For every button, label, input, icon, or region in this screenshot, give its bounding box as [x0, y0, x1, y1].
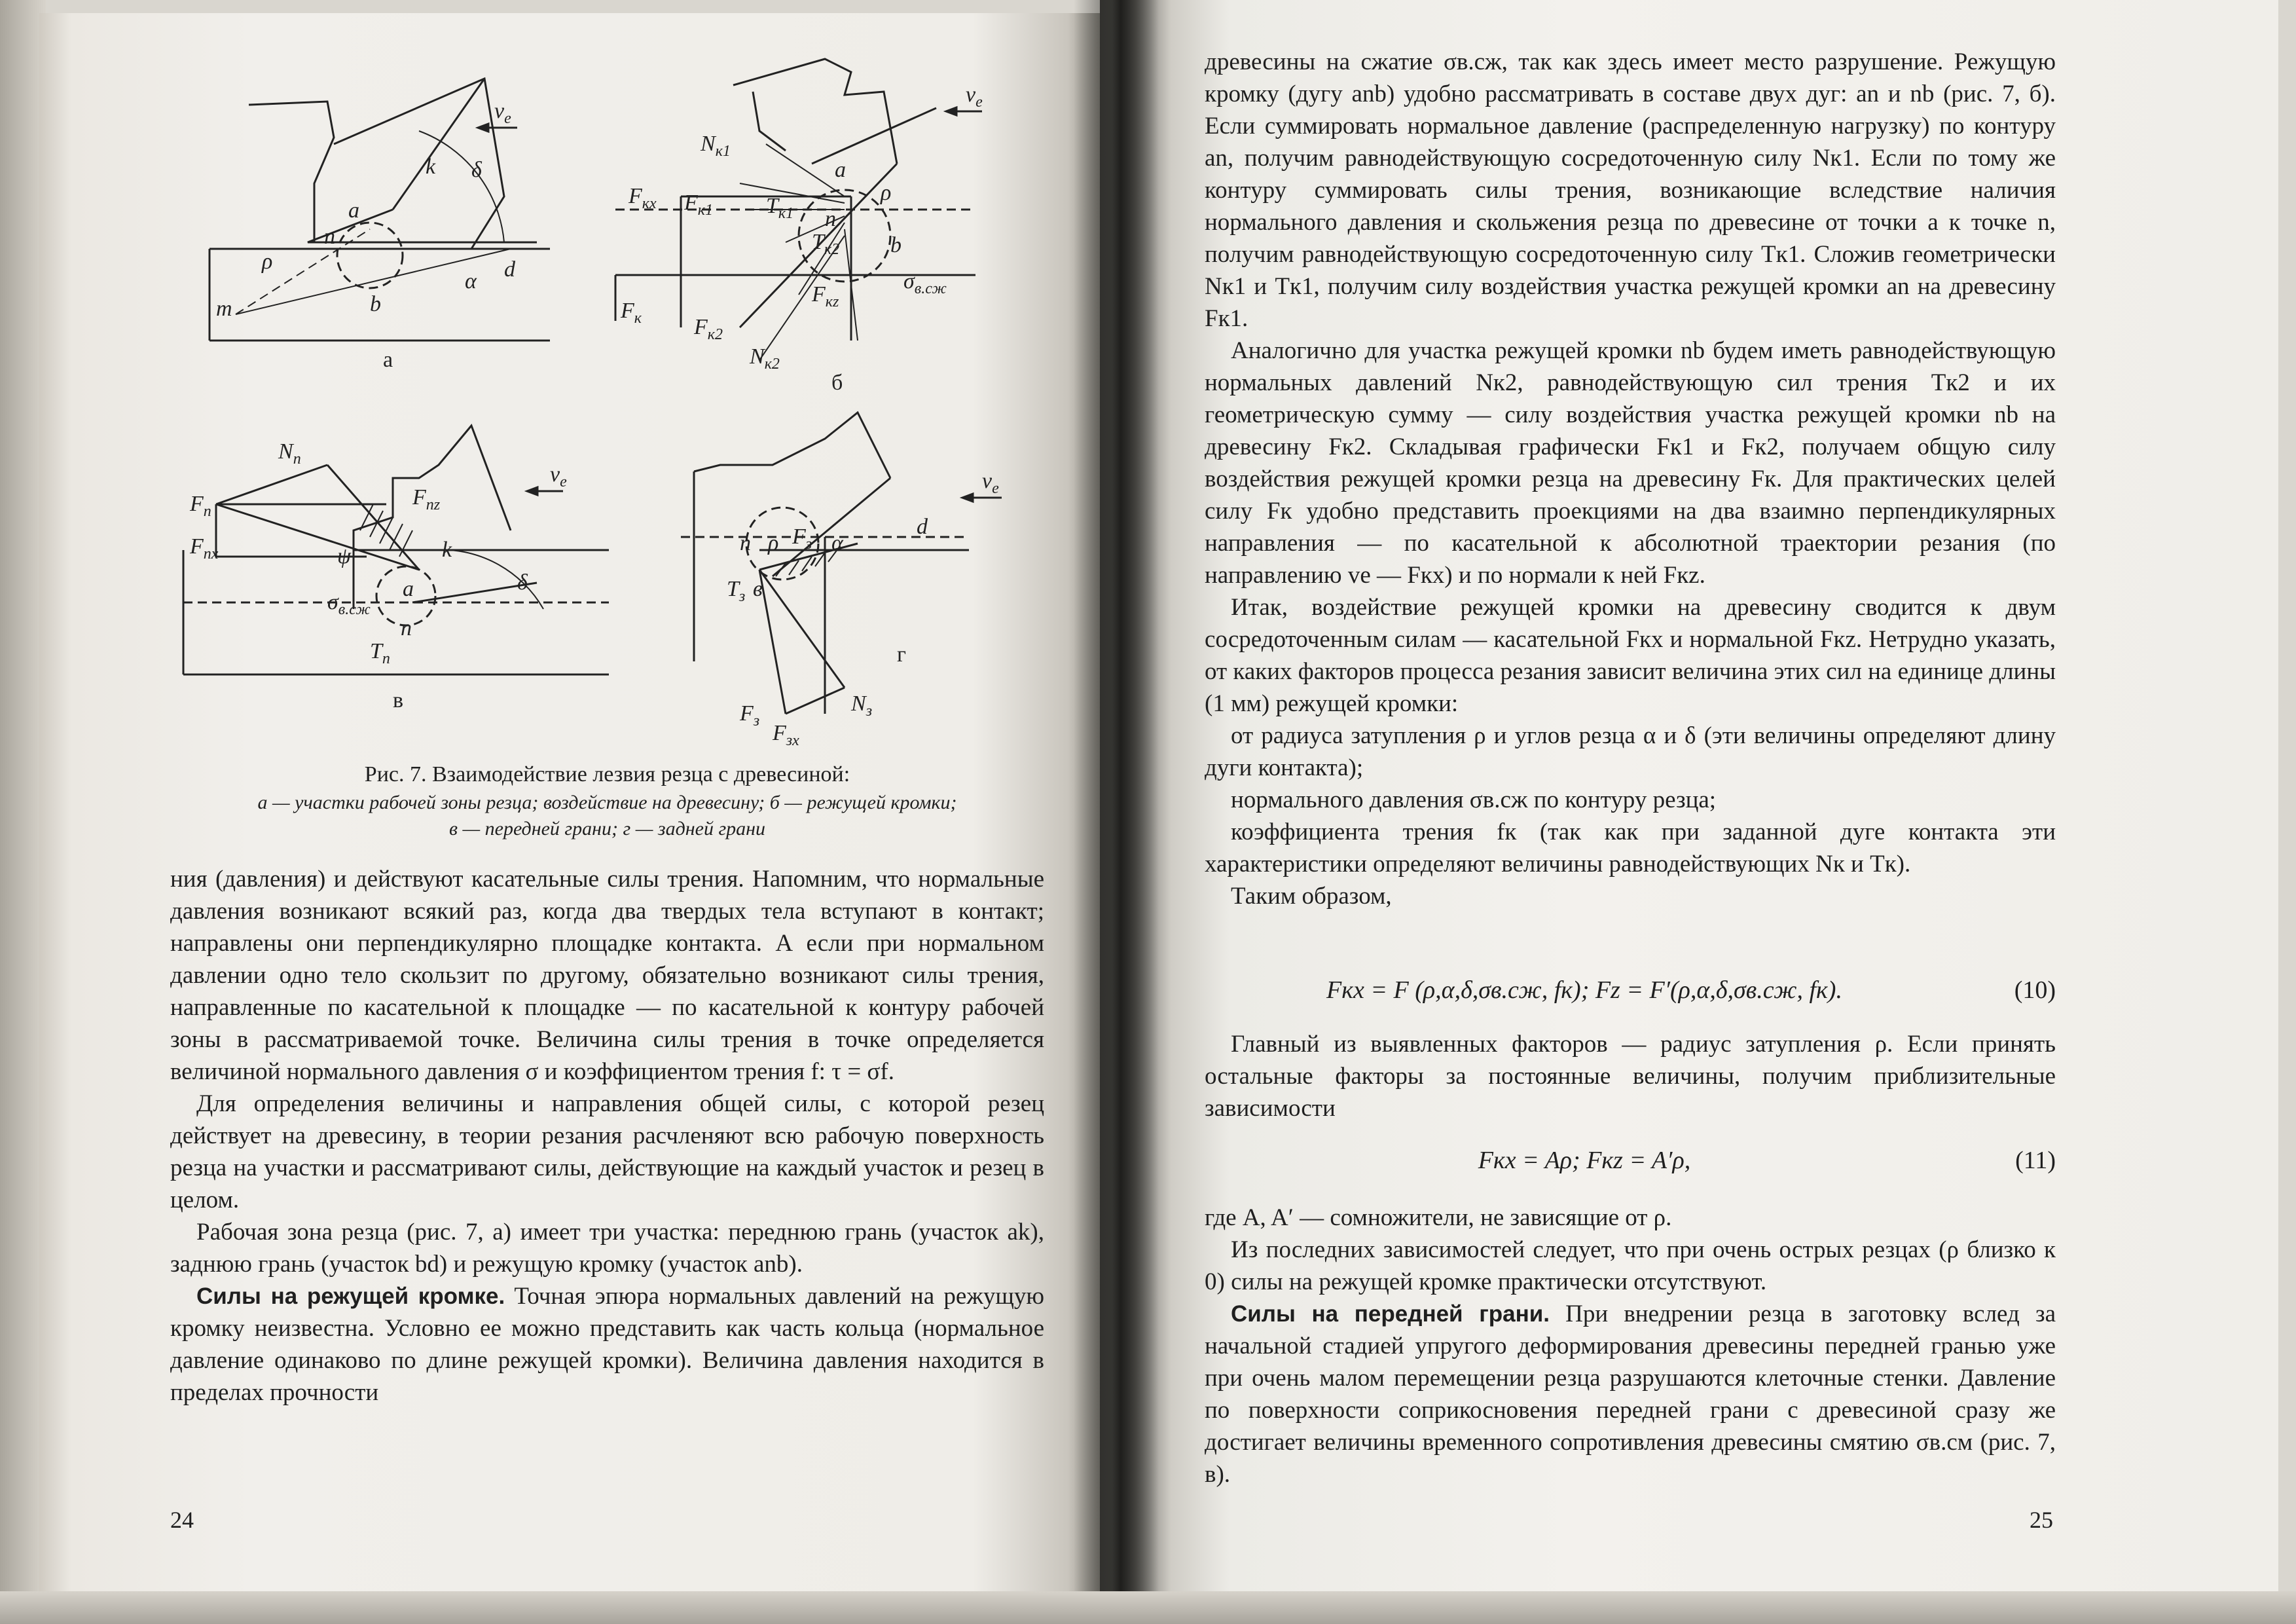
label-fk1: $F_{к1}$ — [684, 191, 714, 219]
label-fpz: $F_{пz}$ — [412, 485, 441, 513]
figure-panel-d — [681, 413, 1002, 749]
label-fpx: $F_{пx}$ — [190, 534, 219, 563]
label-subscript: п — [293, 451, 301, 468]
label-k: k — [426, 155, 436, 179]
label-sigma-c: $\sigma_{в.сж}$ — [327, 590, 371, 618]
section-heading: Силы на режущей кромке. — [196, 1283, 505, 1309]
label-subscript: в.сж — [914, 280, 947, 297]
label-ve: $v_e$ — [494, 99, 511, 127]
label-subscript: к2 — [707, 326, 723, 343]
label-rho-d: ρ — [768, 531, 779, 555]
label-n3: $N_з$ — [851, 692, 873, 720]
label-subscript: в.сж — [338, 601, 371, 618]
label-n: n — [324, 225, 335, 249]
paragraph-text: Точная эпюра нормальных давлений на режущую кромку неизвестна. Условно ее можно представить как часть кольца (нормальное давление одинаково по длине режущей кромки). Величина давления находится в пределах прочности — [170, 1283, 1044, 1406]
label-np: $N_п$ — [278, 439, 301, 468]
page-number-right: 25 — [2030, 1507, 2053, 1533]
paragraph: Итак, воздействие режущей кромки на древесину сводится к двум сосредоточенным силам — касательной Fкx и нормальной Fкz. Нетрудно указать, от каких факторов процесса резания зависит величина этих сил на единице длины (1 мм) режущей кромки: — [1205, 594, 2056, 717]
label-delta: δ — [471, 158, 482, 182]
label-subscript: к1 — [697, 202, 714, 219]
paragraph — [170, 1280, 1044, 1409]
right-page-text-top — [1205, 46, 2056, 912]
figure-panel-a — [210, 79, 550, 372]
formula-11-number: (11) — [2015, 1147, 2056, 1174]
paragraph: Таким образом, — [1231, 883, 1392, 910]
section-heading: Силы на передней грани. — [1231, 1301, 1550, 1327]
paragraph — [1205, 1298, 2056, 1490]
label-subscript: п — [203, 503, 211, 520]
paragraph: Главный из выявленных факторов — радиус затупления ρ. Если принять остальные факторы за постоянные величины, получим приблизительные зависимости — [1205, 1031, 2056, 1122]
label-subscript: п — [382, 650, 390, 667]
label-nk2: $N_{к2}$ — [750, 344, 780, 373]
figure-7-diagrams — [190, 33, 1048, 749]
paragraph: Аналогично для участка режущей кромки nb будем иметь равнодействующую нормальных давлений Nк2, равнодействующую сил трения Tк2 и их геометрическую сумму — силу воздействия участка режущей кромки nb на древесину Fк2. Складывая графически Fк1 и Fк2, получаем общую силу воздействия режущей кромки резца на древесину Fк. Для практических целей силу Fк удобно представить проекциями на два взаимно перпендикулярных направления — по касательной к абсолютной траектории резания (по направлению ve — Fкx) и по нормали к ней Fкz. — [1205, 337, 2056, 589]
label-t3: $T_з$ — [727, 577, 746, 605]
label-subscript: к2 — [824, 241, 840, 258]
right-page-text-bottom — [1205, 1202, 2056, 1490]
paragraph: ния (давления) и действуют касательные силы трения. Напомним, что нормальные давления возникают всякий раз, когда два твердых тела вступают в контакт; направлены они перпендикулярно площадке контакта. А если при нормальном давлении одно тело скользит по другому, обязательно возникают силы трения, направленные по касательной к площадке — по касательной к контуру рабочей зоны в рассматриваемой точке. Величина силы трения в точке определяется величиной нормального давления σ и коэффициентом трения f: τ = σf. — [170, 866, 1044, 1085]
paragraph: Рабочая зона резца (рис. 7, а) имеет три участка: переднюю грань (участок ak), заднюю грань (участок bd) и режущую кромку (участок anb). — [170, 1219, 1044, 1278]
label-k-c: k — [442, 538, 452, 562]
formula-10-expression: Fкx = F (ρ,α,δ,σв.сж, fк); Fz = F′(ρ,α,δ,σв.сж, fк). — [1326, 976, 1842, 1004]
label-subscript: e — [560, 473, 567, 490]
label-a-b: a — [835, 158, 846, 182]
panel-label-a: а — [383, 348, 393, 372]
paragraph: коэффициента трения fк (так как при заданной дуге контакта эти характеристики определяют величины равнодействующих Nк и Tк). — [1205, 819, 2056, 877]
formula-10-number: (10) — [2014, 976, 2056, 1004]
label-d: d — [504, 257, 515, 282]
paragraph: Для определения величины и направления общей силы, с которой резец действует на древесину, в теории резания расчленяют всю рабочую поверхность резца на участки и рассматривают силы, действующие на каждый участок и резец в целом. — [170, 1090, 1044, 1213]
label-tk1: $T_{к1}$ — [766, 194, 794, 222]
label-subscript: к2 — [764, 356, 780, 373]
label-a: a — [348, 198, 359, 223]
label-fk2: $F_{к2}$ — [694, 315, 723, 343]
caption-title: Рис. 7. Взаимодействие лезвия резца с древесиной: — [364, 762, 850, 786]
formula-11-expression: Fкx = Aρ; Fкz = A′ρ, — [1478, 1147, 1691, 1174]
paragraph: от радиуса затупления ρ и углов резца α и δ (эти величины определяют длину дуги контакта); — [1205, 722, 2056, 781]
paragraph: Из последних зависимостей следует, что при очень острых резцах (ρ близко к 0) силы на режущей кромке практически отсутствуют. — [1205, 1236, 2056, 1295]
label-psi: ψ — [337, 544, 352, 568]
label-rho: ρ — [262, 249, 273, 274]
label-alpha-d: α — [831, 531, 843, 555]
label-m: m — [216, 297, 232, 321]
label-subscript: з — [738, 588, 746, 605]
label-subscript: кx — [642, 195, 657, 212]
label-ve-d: $v_e$ — [982, 469, 999, 497]
label-tp: $T_п$ — [370, 639, 390, 667]
page-number-left: 24 — [170, 1507, 194, 1533]
bottom-edge — [0, 1591, 2296, 1624]
label-subscript: e — [504, 110, 511, 127]
label-delta-c: δ — [517, 570, 528, 595]
figure-caption — [170, 760, 1044, 842]
figure-panel-c — [183, 426, 609, 712]
label-subscript: пx — [203, 545, 219, 563]
label-subscript: з — [805, 536, 812, 553]
label-d-d: d — [917, 515, 928, 539]
label-subscript: к1 — [778, 205, 794, 222]
panel-label-d: г — [897, 642, 906, 667]
label-b-d: в — [753, 577, 763, 601]
label-subscript: з — [753, 712, 760, 729]
caption-line-1: а — участки рабочей зоны резца; воздействие на древесину; б — режущей кромки; — [257, 792, 957, 813]
label-subscript: к1 — [715, 143, 731, 160]
label-rho-b: ρ — [881, 181, 892, 205]
label-n-c: n — [401, 616, 412, 640]
label-n-d: n — [740, 531, 751, 555]
label-subscript: к — [634, 310, 642, 327]
label-f3: $F_з$ — [792, 525, 812, 553]
label-f3-bottom: $F_з$ — [740, 701, 760, 729]
label-f3x: $F_{зx}$ — [773, 721, 799, 749]
label-subscript: зx — [786, 732, 799, 749]
label-b: b — [370, 292, 381, 316]
label-ve-c: $v_e$ — [550, 462, 567, 490]
label-alpha: α — [465, 269, 477, 293]
label-nk1: $N_{к1}$ — [701, 132, 731, 160]
label-b-b: b — [890, 233, 902, 257]
label-fkx: $F_{кx}$ — [629, 184, 657, 212]
label-fp: $F_п$ — [190, 492, 211, 520]
label-a-c: a — [403, 577, 414, 601]
paragraph: где A, A′ — сомножители, не зависящие от ρ. — [1205, 1204, 1672, 1231]
label-subscript: з — [866, 703, 873, 720]
label-ve-b: $v_e$ — [966, 83, 983, 111]
paragraph: древесины на сжатие σв.сж, так как здесь имеет место разрушение. Режущую кромку (дугу anb) удобно рассматривать в составе двух дуг: an и nb (рис. 7, б). Если суммировать нормальное давление (распределенную нагрузку) по контуру an, получим равнодействующую сосредоточенную силу Nк1. Если по тому же контуру суммировать силы трения, возникающие вследствие наличия нормального давления и скольжения резца по древесине от точки a к точке n, получим равнодействующую сосредоточенную силу Tк1. Сложив геометрически Nк1 и Tк1, получим силу воздействия участка режущей кромки an на древесину Fк1. — [1205, 48, 2056, 332]
panel-label-c: в — [393, 688, 404, 712]
label-subscript: пz — [426, 496, 441, 513]
label-subscript: e — [975, 94, 983, 111]
label-fk: $F_к$ — [621, 299, 642, 327]
book-spine-shadow — [1074, 0, 1159, 1624]
paragraph-text: При внедрении резца в заготовку вслед за начальной стадией упругого деформирования древесины передней гранью уже при очень малом перемещении резца разрушаются клеточные стенки. Давление по поверхности соприкосновения передней грани с древесиной сразу же достигает величины временного сопротивления древесины смятию σв.см (рис. 7, в). — [1205, 1301, 2056, 1488]
label-tk2: $T_{к2}$ — [812, 230, 840, 258]
label-subscript: e — [992, 480, 999, 497]
paragraph: нормального давления σв.сж по контуру резца; — [1231, 786, 1717, 813]
label-subscript: кz — [825, 293, 839, 310]
left-page-text — [170, 863, 1044, 1409]
figure-panel-b — [615, 59, 983, 395]
right-page-text-mid — [1205, 1028, 2056, 1124]
panel-label-b: б — [831, 371, 843, 395]
caption-line-2: в — передней грани; г — задней грани — [448, 818, 766, 840]
label-n-b: n — [825, 207, 836, 231]
label-sigma-b: $\sigma_{в.сж}$ — [903, 269, 947, 297]
label-fkz: $F_{кz}$ — [812, 282, 839, 310]
